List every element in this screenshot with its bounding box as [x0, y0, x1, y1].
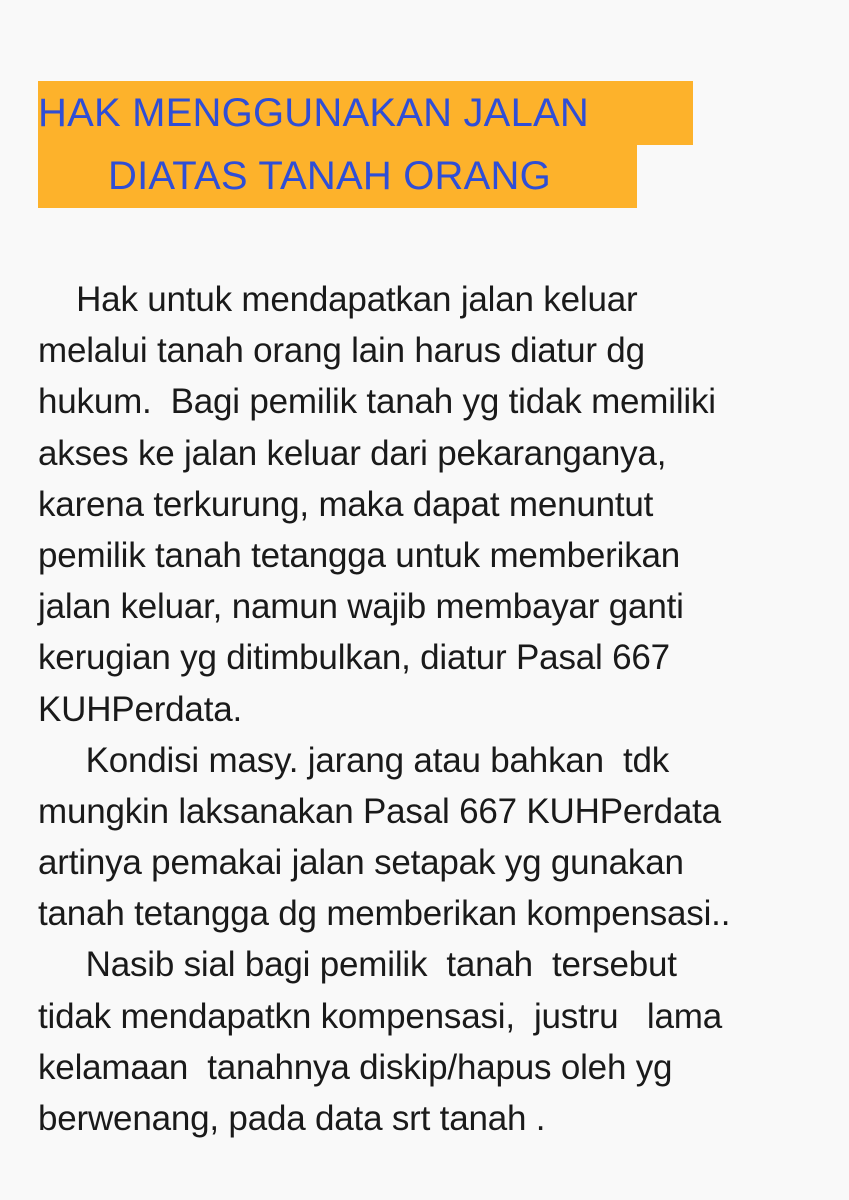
body-line: jalan keluar, namun wajib membayar ganti	[38, 587, 684, 627]
body-line: kerugian yg ditimbulkan, diatur Pasal 667	[38, 638, 670, 678]
body-line: melalui tanah orang lain harus diatur dg	[38, 331, 645, 371]
body-line: tanah tetangga dg memberikan kompensasi..	[38, 894, 731, 934]
body-line: pemilik tanah tetangga untuk memberikan	[38, 535, 681, 575]
body-line: hukum. Bagi pemilik tanah yg tidak memiliki	[38, 382, 716, 422]
body-line: berwenang, pada data srt tanah .	[38, 1099, 546, 1138]
body-line: Kondisi masy. jarang atau bahkan tdk	[38, 740, 670, 780]
title-line-1: HAK MENGGUNAKAN JALAN	[38, 81, 693, 145]
body-line: kelamaan tanahnya diskip/hapus oleh yg	[38, 1047, 673, 1087]
body-line: Hak untuk mendapatkan jalan keluar	[38, 280, 638, 319]
body-line: artinya pemakai jalan setapak yg gunakan	[38, 843, 684, 883]
body-line: Nasib sial bagi pemilik tanah tersebut	[38, 945, 677, 985]
body-line: karena terkurung, maka dapat menuntut	[38, 484, 654, 524]
title-line-2: DIATAS TANAH ORANG	[38, 144, 637, 208]
body-line: tidak mendapatkn kompensasi, justru lama	[38, 996, 722, 1036]
body-paragraphs	[38, 274, 838, 1144]
body-line: mungkin laksanakan Pasal 667 KUHPerdata	[38, 791, 721, 831]
body-line: KUHPerdata.	[38, 689, 243, 729]
body-line: akses ke jalan keluar dari pekaranganya,	[38, 433, 667, 473]
